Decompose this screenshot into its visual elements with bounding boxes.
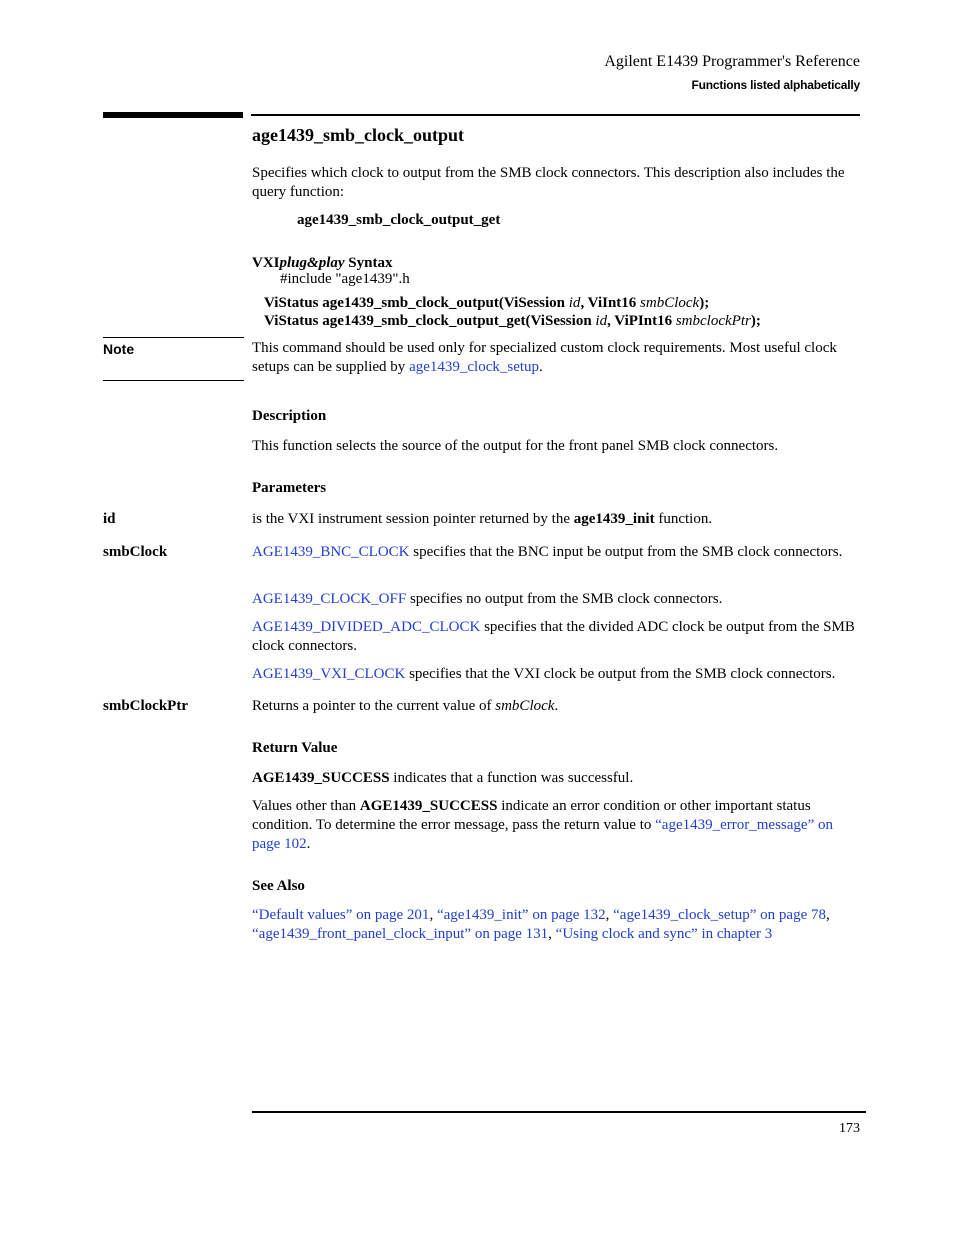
see-also-link[interactable]: “age1439_clock_setup” on page 78 — [613, 907, 826, 923]
error-message-link[interactable]: “age1439_error_message” on page 102 — [252, 817, 833, 852]
running-header-title: Agilent E1439 Programmer's Reference — [604, 53, 860, 70]
param-smbclock-name: smbClock — [103, 544, 168, 560]
page-number: 173 — [839, 1121, 860, 1136]
constant-link[interactable]: AGE1439_VXI_CLOCK — [252, 666, 406, 682]
see-also-link[interactable]: “Using clock and sync” in chapter 3 — [555, 926, 773, 942]
smbclock-option: AGE1439_BNC_CLOCK specifies that the BNC input be output from the SMB clock connectors. — [252, 544, 843, 560]
see-also-link[interactable]: “Default values” on page 201 — [252, 907, 430, 923]
return-value-error: Values other than AGE1439_SUCCESS indicate an error condition or other important status condition. To determine the error message, pass the return value to “age1439_error_message” on page 102. — [252, 798, 833, 852]
param-id-name: id — [103, 511, 116, 527]
see-also-heading: See Also — [252, 878, 305, 894]
description-heading: Description — [252, 408, 327, 424]
function-title: age1439_smb_clock_output — [252, 125, 465, 145]
note-link[interactable]: age1439_clock_setup — [409, 359, 540, 375]
syntax-line-get: ViStatus age1439_smb_clock_output_get(ViSession id, ViPInt16 smbclockPtr); — [264, 313, 761, 329]
top-rule — [251, 114, 860, 116]
running-header-section: Functions listed alphabetically — [691, 78, 860, 92]
smbclock-option: AGE1439_VXI_CLOCK specifies that the VXI clock be output from the SMB clock connectors. — [252, 666, 836, 682]
return-value-heading: Return Value — [252, 740, 338, 756]
note-top-rule — [103, 337, 244, 338]
intro-text: Specifies which clock to output from the SMB clock connectors. This description also includes the query function: — [252, 165, 845, 200]
constant-link[interactable]: AGE1439_CLOCK_OFF — [252, 591, 407, 607]
query-function-name: age1439_smb_clock_output_get — [297, 212, 501, 228]
see-also-link[interactable]: “age1439_init” on page 132 — [436, 907, 606, 923]
note-bottom-rule — [103, 380, 244, 381]
constant-link[interactable]: AGE1439_DIVIDED_ADC_CLOCK — [252, 619, 481, 635]
smbclock-option: AGE1439_CLOCK_OFF specifies no output from the SMB clock connectors. — [252, 591, 723, 607]
include-line: #include "age1439".h — [280, 271, 410, 287]
param-id-text: is the VXI instrument session pointer returned by the age1439_init function. — [252, 511, 713, 527]
footer-rule — [252, 1111, 866, 1113]
smbclock-option: AGE1439_DIVIDED_ADC_CLOCK specifies that the divided ADC clock be output from the SMB clock connectors. — [252, 619, 855, 654]
note-label: Note — [103, 341, 135, 357]
see-also-links: “Default values” on page 201, “age1439_init” on page 132, “age1439_clock_setup” on page 78, “age1439_front_panel_clock_input” on page 131, “Using clock and sync” in chapter 3 — [252, 907, 830, 942]
syntax-line-set: ViStatus age1439_smb_clock_output(ViSession id, ViInt16 smbClock); — [264, 295, 710, 311]
see-also-link[interactable]: “age1439_front_panel_clock_input” on page 131 — [252, 926, 549, 942]
constant-link[interactable]: AGE1439_BNC_CLOCK — [252, 544, 410, 560]
param-smbclockptr-text: Returns a pointer to the current value of smbClock. — [252, 698, 559, 714]
note-text: This command should be used only for specialized custom clock requirements. Most useful clock setups can be supplied by age1439_clock_setup. — [252, 340, 837, 375]
return-value-success: AGE1439_SUCCESS indicates that a function was successful. — [252, 770, 634, 786]
description-text: This function selects the source of the output for the front panel SMB clock connectors. — [252, 438, 779, 454]
syntax-heading: VXIplug&play Syntax — [252, 255, 393, 271]
section-marker-bar — [103, 112, 243, 118]
param-smbclockptr-name: smbClockPtr — [103, 698, 188, 714]
parameters-heading: Parameters — [252, 480, 327, 496]
